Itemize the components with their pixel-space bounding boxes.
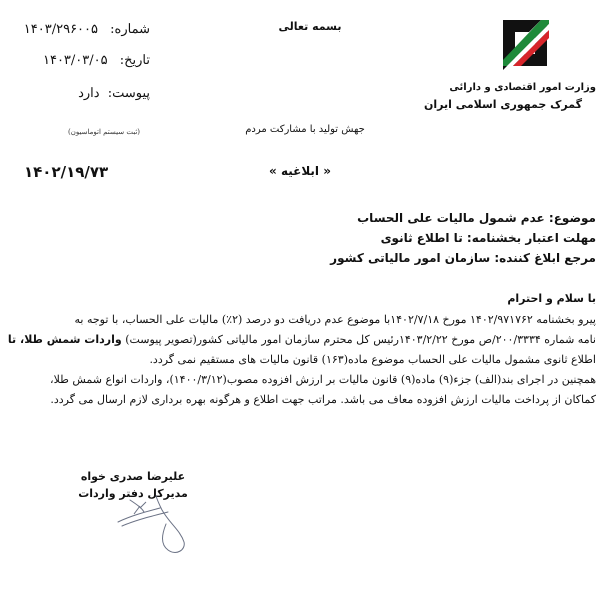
paragraph-1-line-1: پیرو بخشنامه ۱۴۰۲/۹۷۱۷۶۲ مورخ ۱۴۰۲/۷/۱۸با موضوع عدم دریافت دو درصد (۲٪) مالیات علی الحساب، با توجه به: [74, 313, 596, 326]
letter-meta: [10, 22, 150, 116]
notice-title: « ابلاغیه »: [269, 164, 331, 178]
customs-logo-icon: [497, 14, 553, 72]
authority-line: [300, 248, 596, 268]
notice-reference-number: ۱۴۰۲/۱۹/۷۳: [24, 163, 109, 181]
greeting: با سلام و احترام: [507, 292, 596, 305]
paragraph-2-line-1: همچنین در اجرای بند(الف) جزء(۹) ماده(۹) قانون مالیات بر ارزش افزوده مصوب(۱۴۰۰/۳/۱۲)، واردات انواع شمش طلا،: [50, 373, 596, 386]
system-note: (ثبت سیستم اتوماسیون): [68, 128, 140, 136]
meta-date-value: ۱۴۰۳/۰۳/۰۵: [42, 53, 108, 68]
bismillah-heading: بسمه تعالی: [278, 20, 342, 33]
subject-label: موضوع:: [548, 211, 596, 225]
meta-number-label: شماره:: [110, 22, 150, 37]
validity-value: تا اطلاع ثانوی: [380, 231, 463, 245]
subject-value: عدم شمول مالیات علی الحساب: [357, 211, 545, 225]
meta-attachment-value: دارد: [78, 86, 100, 101]
paragraph-1-line-2-text: نامه شماره ۲۰۰/۳۳۳۴/ص مورخ ۱۴۰۳/۲/۲۲رئیس کل محترم سازمان امور مالیاتی کشور(تصویر پیوست): [121, 333, 596, 346]
meta-attachment-label: پیوست:: [107, 86, 150, 101]
meta-attachment: [10, 86, 150, 116]
ministry-name: وزارت امور اقتصادی و دارائی: [449, 82, 596, 93]
letter-body: [7, 310, 596, 410]
slogan: جهش تولید با مشارکت مردم: [245, 124, 365, 135]
subject-block: [300, 208, 596, 268]
handwritten-signature-icon: [100, 490, 210, 560]
signer-title: مدیرکل دفتر واردات: [78, 487, 188, 500]
subject-line: [300, 208, 596, 228]
customs-name: گمرک جمهوری اسلامی ایران: [423, 98, 582, 111]
signer-name: علیرضا صدری خواه: [80, 470, 186, 483]
authority-label: مرجع ابلاغ کننده:: [494, 251, 596, 265]
meta-number: [10, 22, 150, 53]
highlight-gold-import: واردات شمش طلا، تا: [7, 333, 122, 346]
validity-label: مهلت اعتبار بخشنامه:: [466, 231, 596, 245]
meta-date-label: تاریخ:: [119, 53, 150, 68]
paragraph-1-line-3: اطلاع ثانوی مشمول مالیات علی الحساب موضوع ماده(۱۶۳) قانون مالیات های مستقیم نمی گردد.: [149, 353, 596, 366]
paragraph-2-line-2: کماکان از پرداخت مالیات ارزش افزوده معاف می باشد. مراتب جهت اطلاع و هرگونه بهره برداری لازم ارسال می گردد.: [50, 393, 596, 406]
authority-value: سازمان امور مالیاتی کشور: [330, 251, 491, 265]
validity-line: [300, 228, 596, 248]
meta-number-value: ۱۴۰۳/۲۹۶۰۰۵: [23, 22, 99, 37]
paragraph-1-line-2: [7, 330, 596, 350]
meta-date: [10, 53, 150, 86]
